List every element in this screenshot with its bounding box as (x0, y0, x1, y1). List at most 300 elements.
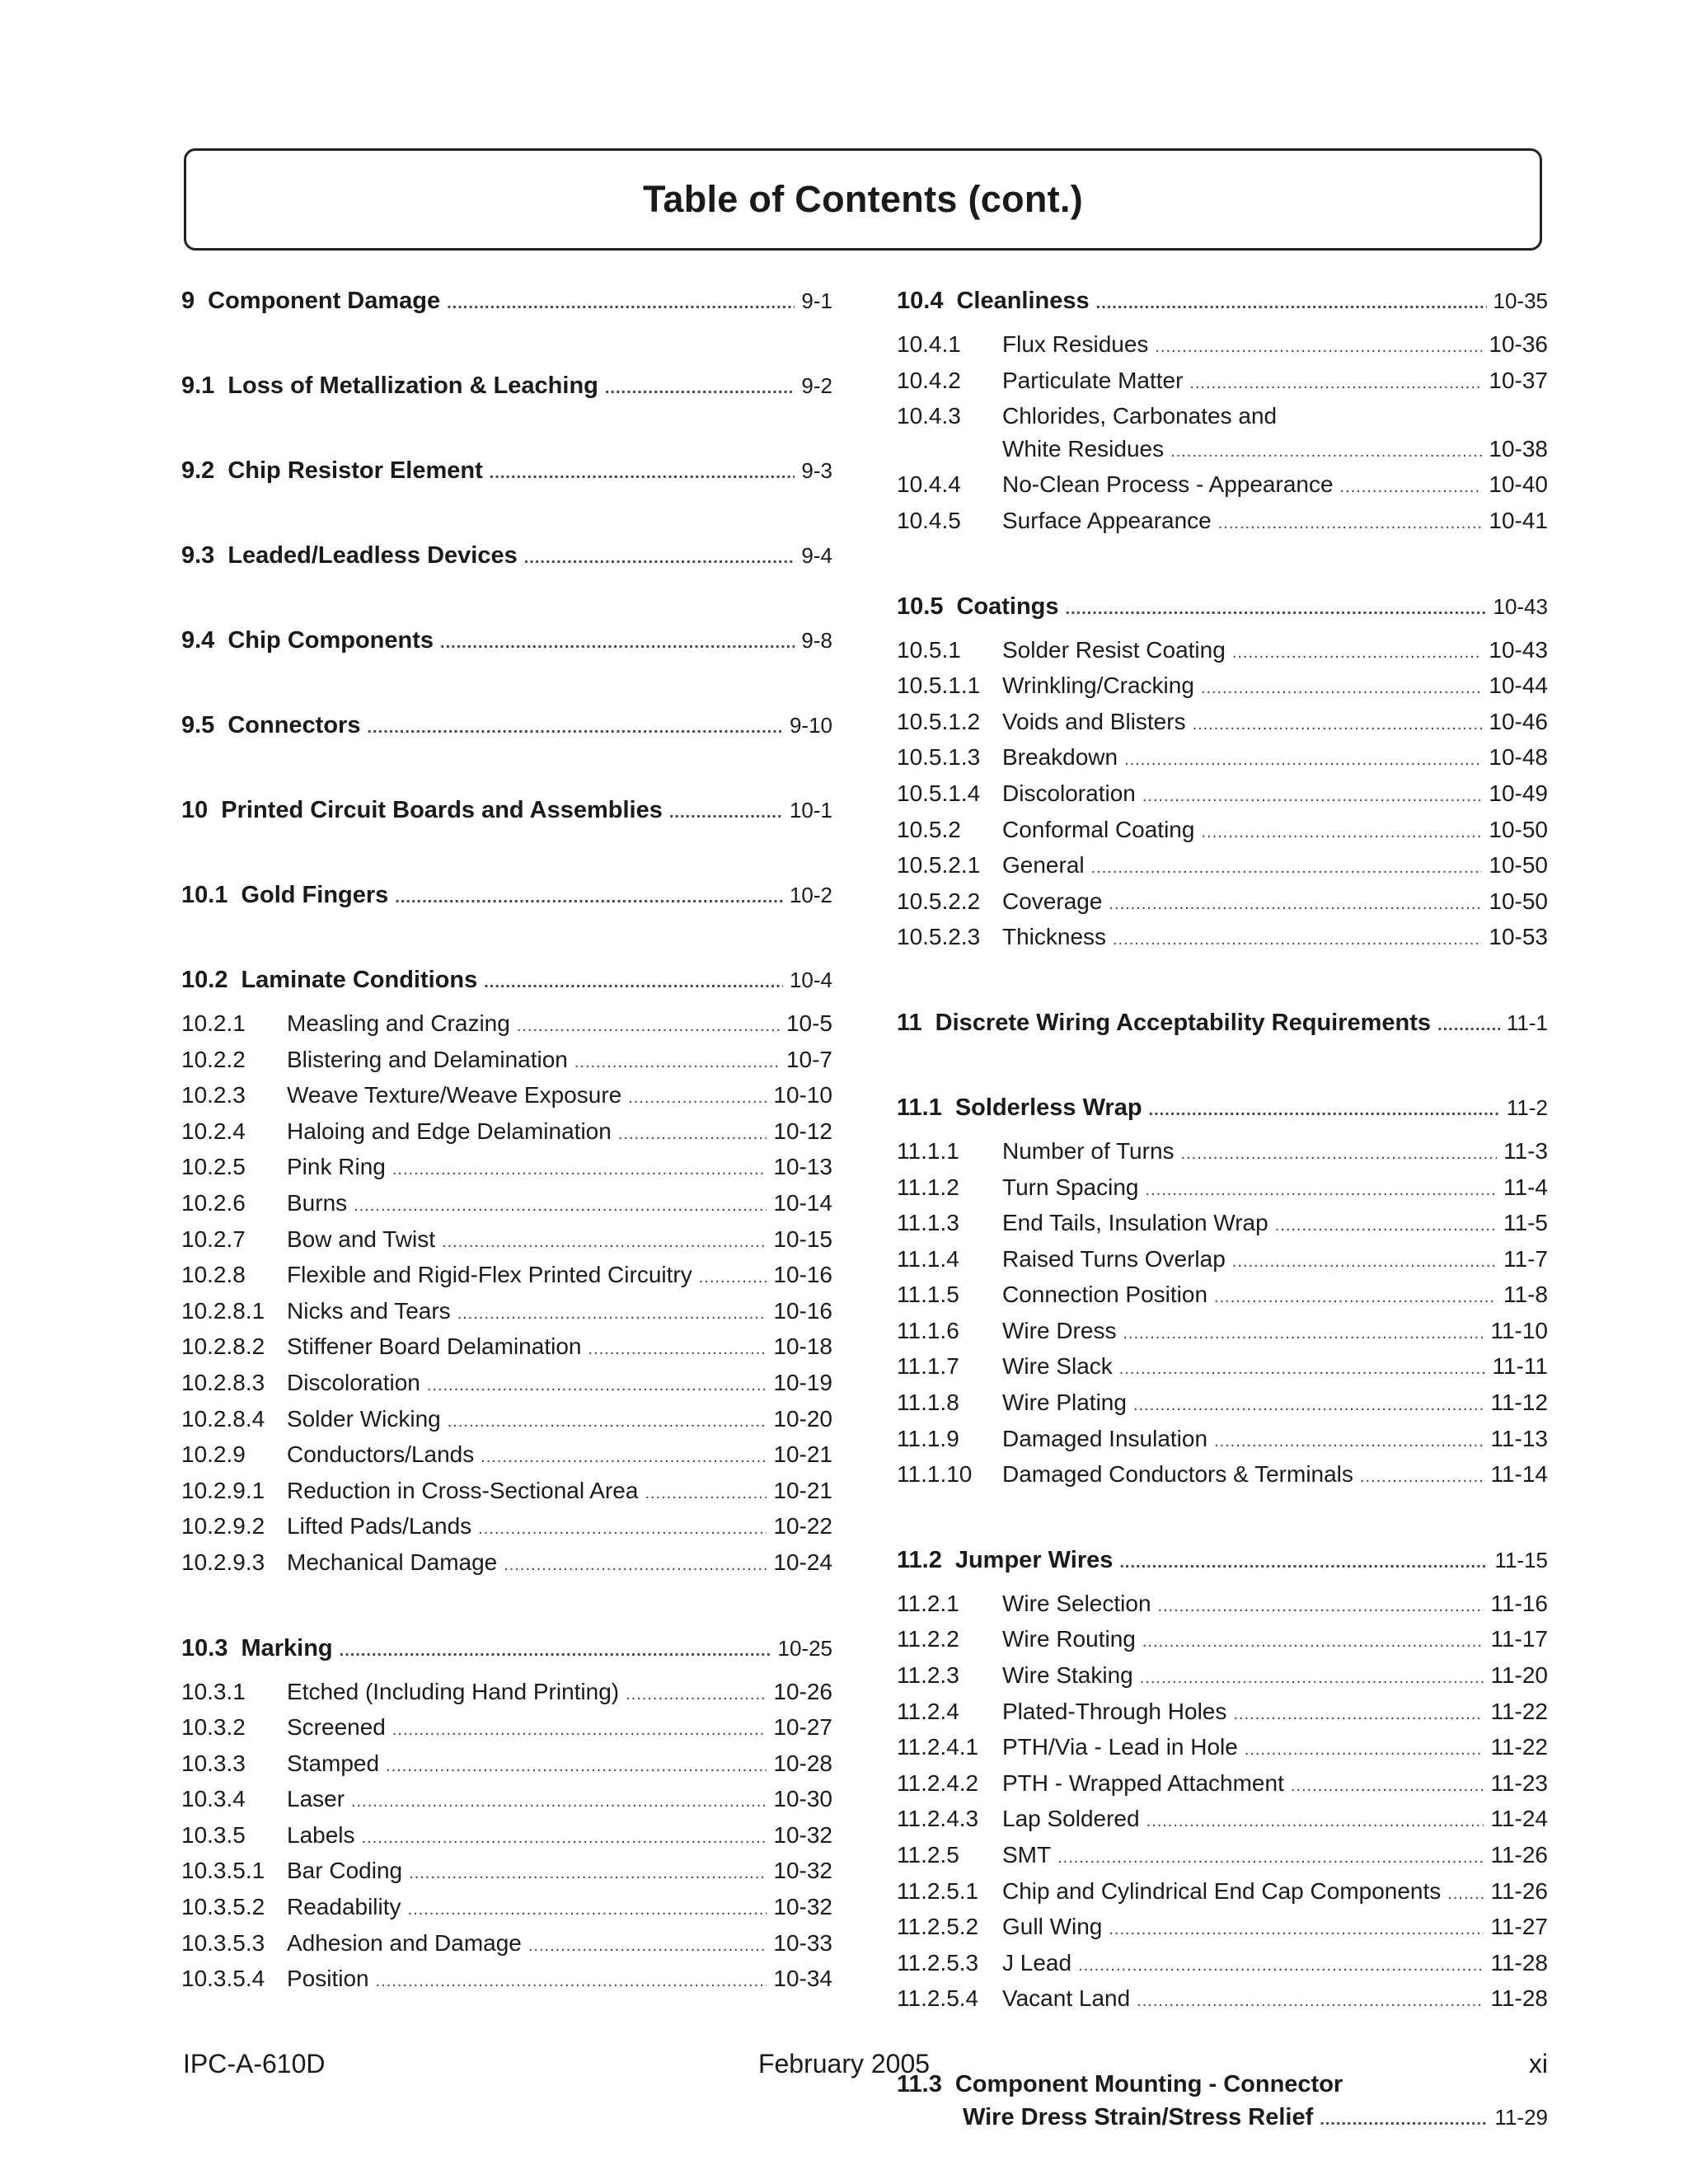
footer-date: February 2005 (757, 2049, 931, 2079)
dot-leader (1214, 1426, 1484, 1459)
dot-leader (1155, 331, 1482, 364)
subsection-number: 10.2.8 (181, 1262, 246, 1288)
toc-subsection[interactable] (181, 1474, 832, 1511)
dot-leader (440, 626, 795, 659)
page-number: 10-5 (785, 1010, 832, 1036)
toc-subsection[interactable] (181, 1043, 832, 1080)
subsection-number: 10.5.1.1 (897, 673, 981, 699)
toc-subsection[interactable] (897, 705, 1548, 742)
subsection-number: 11.1.4 (897, 1245, 959, 1272)
page-number: 10-37 (1489, 367, 1548, 393)
dot-leader (1146, 1174, 1498, 1207)
subsection-number: 10.5.1 (897, 636, 961, 663)
toc-subsection[interactable] (181, 1438, 832, 1474)
subsection-number: 10.4.5 (897, 507, 961, 533)
dot-leader (1447, 1878, 1484, 1911)
section-title: Leaded/Leadless Devices (227, 542, 518, 569)
subsection-title: Particulate Matter (1002, 367, 1184, 393)
toc-section[interactable] (897, 1091, 1548, 1127)
toc-subsection[interactable] (897, 1458, 1548, 1494)
subsection-number: 11.2.5.4 (897, 1985, 979, 2012)
dot-leader (1189, 368, 1482, 401)
section-title: Loss of Metallization & Leaching (227, 373, 598, 399)
subsection-number: 10.2.9.2 (181, 1513, 265, 1540)
toc-section[interactable] (897, 590, 1548, 626)
toc-section-line (897, 2101, 1548, 2136)
dot-leader (1291, 1770, 1484, 1803)
page-number: 11-22 (1490, 1698, 1548, 1724)
subsection-number: 10.2.8.1 (181, 1297, 265, 1324)
toc-subsection[interactable] (897, 1947, 1548, 1983)
subsection-title: Surface Appearance (1002, 507, 1212, 533)
dot-leader (1214, 1282, 1497, 1315)
subsection-title: Position (287, 1966, 369, 1992)
toc-subsection[interactable] (897, 1910, 1548, 1947)
subsection-number: 11.1.7 (897, 1353, 959, 1380)
dot-leader (392, 1714, 767, 1747)
toc-subsection[interactable] (897, 1659, 1548, 1695)
dot-leader (367, 711, 782, 744)
section-title: Connectors (227, 712, 361, 738)
toc-subsection[interactable] (897, 1802, 1548, 1839)
subsection-number: 10.3.3 (181, 1750, 246, 1776)
dot-leader (448, 1406, 767, 1439)
dot-leader (699, 1262, 767, 1295)
section-number: 10 (181, 797, 209, 823)
dot-leader (1078, 1950, 1484, 1983)
toc-subsection[interactable] (181, 1783, 832, 1819)
toc-subsection[interactable] (897, 634, 1548, 670)
page-number: 10-16 (773, 1297, 832, 1324)
subsection-title: Turn Spacing (1002, 1174, 1139, 1200)
page-number: 10-24 (773, 1549, 832, 1575)
toc-subsection[interactable] (181, 1366, 832, 1403)
dot-leader (354, 1190, 767, 1223)
page-number: 11-1 (1506, 1010, 1548, 1035)
page-title: Table of Contents (cont.) (642, 178, 1084, 220)
dot-leader (376, 1966, 767, 1999)
toc-subsection[interactable] (897, 741, 1548, 777)
dot-leader (1233, 1699, 1484, 1732)
page-number: 10-7 (785, 1046, 832, 1072)
title-box (184, 148, 1542, 251)
page-number: 10-21 (773, 1477, 832, 1503)
subsection-title: Flexible and Rigid-Flex Printed Circuitry (287, 1262, 692, 1288)
dot-leader (447, 287, 795, 320)
toc-subsection[interactable] (897, 328, 1548, 364)
page-number: 9-4 (801, 543, 832, 568)
subsection-title: Plated-Through Holes (1002, 1698, 1227, 1724)
dot-leader (574, 1047, 780, 1080)
dot-leader (392, 1154, 767, 1187)
page-number: 9-3 (801, 458, 832, 483)
subsection-title: Bar Coding (287, 1858, 403, 1884)
page-number: 10-26 (773, 1678, 832, 1704)
page-number: 11-11 (1492, 1353, 1548, 1380)
toc-subsection[interactable] (897, 468, 1548, 504)
subsection-title: No-Clean Process - Appearance (1002, 471, 1334, 498)
dot-leader (1181, 1138, 1498, 1171)
section-number: 10.3 (181, 1634, 228, 1661)
toc-subsection[interactable] (181, 1007, 832, 1043)
dot-leader (1109, 888, 1482, 921)
subsection-number: 11.2.5.1 (897, 1877, 979, 1904)
toc-subsection[interactable] (897, 1350, 1548, 1386)
subsection-title: Bow and Twist (287, 1226, 436, 1252)
dot-leader (1109, 1914, 1484, 1947)
subsection-title: Coverage (1002, 888, 1103, 914)
toc-subsection[interactable] (181, 1675, 832, 1712)
section-title: Discrete Wiring Acceptability Requirements (935, 1009, 1432, 1036)
section-title: Chip Resistor Element (227, 457, 483, 484)
subsection-number: 10.2.9.1 (181, 1477, 265, 1503)
dot-leader (1340, 471, 1483, 504)
section-title: Component Mounting - Connector (954, 2070, 1343, 2097)
dot-leader (1119, 1353, 1486, 1386)
page-number: 10-30 (773, 1786, 832, 1812)
dot-leader (1232, 637, 1483, 670)
toc-section[interactable] (897, 284, 1548, 320)
subsection-number: 10.2.1 (181, 1010, 246, 1036)
page-number: 10-35 (1493, 288, 1548, 313)
subsection-number: 10.2.2 (181, 1046, 246, 1072)
toc-subsection[interactable] (897, 885, 1548, 921)
toc-subsection[interactable] (897, 400, 1548, 433)
page-number: 11-28 (1490, 1985, 1548, 2012)
subsection-title: Chlorides, Carbonates and (1002, 403, 1278, 429)
section-title: Solderless Wrap (954, 1094, 1142, 1121)
subsection-title: Voids and Blisters (1002, 708, 1186, 734)
toc-section[interactable] (181, 454, 832, 490)
toc-subsection[interactable] (181, 1403, 832, 1439)
subsection-number: 11.1.9 (897, 1425, 959, 1451)
page-number: 11-17 (1490, 1626, 1548, 1652)
toc-subsection-list (181, 1675, 832, 1999)
page-number: 11-12 (1490, 1390, 1548, 1416)
subsection-title: J Lead (1002, 1949, 1072, 1975)
subsection-title: Burns (287, 1189, 348, 1216)
page-number: 10-46 (1489, 708, 1548, 734)
toc-subsection[interactable] (181, 1295, 832, 1331)
toc-subsection[interactable] (897, 849, 1548, 885)
subsection-title: Weave Texture/Weave Exposure (287, 1082, 622, 1108)
page-number: 10-28 (773, 1750, 832, 1776)
page-number: 10-44 (1489, 673, 1548, 699)
toc-subsection[interactable] (181, 1891, 832, 1927)
dot-leader (517, 1010, 780, 1043)
toc-subsection[interactable] (181, 1079, 832, 1115)
page-number: 10-22 (773, 1513, 832, 1540)
toc-subsection[interactable] (897, 1315, 1548, 1351)
page-number: 11-28 (1490, 1949, 1548, 1975)
page-number: 10-36 (1489, 331, 1548, 357)
toc-section[interactable] (181, 794, 832, 829)
subsection-title: Readability (287, 1894, 401, 1920)
page-number: 10-50 (1489, 816, 1548, 842)
toc-section[interactable] (181, 624, 832, 659)
subsection-number: 10.2.4 (181, 1118, 246, 1144)
dot-leader (1201, 673, 1482, 705)
toc-subsection[interactable] (181, 1258, 832, 1295)
toc-subsection[interactable] (897, 1839, 1548, 1875)
subsection-number: 10.2.8.2 (181, 1333, 265, 1360)
subsection-number: 11.2.4.2 (897, 1769, 979, 1796)
subsection-title: Solder Resist Coating (1002, 636, 1226, 663)
subsection-title: Nicks and Tears (287, 1297, 451, 1324)
page-number: 10-15 (773, 1226, 832, 1252)
toc-section[interactable] (181, 709, 832, 744)
toc-subsection[interactable] (897, 1243, 1548, 1279)
subsection-number: 10.5.1.2 (897, 708, 981, 734)
toc-section[interactable] (897, 1006, 1548, 1042)
subsection-title: Flux Residues (1002, 331, 1149, 357)
page-number: 10-19 (773, 1369, 832, 1395)
page-number: 11-8 (1503, 1282, 1548, 1308)
section-number: 9.3 (181, 542, 215, 569)
toc-subsection[interactable] (181, 1115, 832, 1151)
dot-leader (1137, 1985, 1484, 2018)
subsection-number: 10.2.6 (181, 1189, 246, 1216)
toc-subsection[interactable] (181, 1854, 832, 1891)
toc-section[interactable] (181, 369, 832, 405)
toc-subsection[interactable] (897, 777, 1548, 813)
toc-subsection[interactable] (897, 1982, 1548, 2018)
toc-subsection[interactable] (181, 1747, 832, 1783)
toc-subsection[interactable] (897, 1875, 1548, 1911)
page-number: 10-32 (773, 1858, 832, 1884)
toc-subsection[interactable] (897, 1278, 1548, 1315)
subsection-number: 10.5.1.3 (897, 744, 981, 771)
dot-leader (340, 1634, 771, 1667)
section-title: Chip Components (227, 627, 434, 654)
toc-subsection[interactable] (897, 1731, 1548, 1767)
subsection-title: Mechanical Damage (287, 1549, 498, 1575)
dot-leader (504, 1549, 767, 1582)
toc-subsection-list (897, 1587, 1548, 2018)
section-title: Jumper Wires (954, 1546, 1114, 1573)
dot-leader (1232, 1246, 1497, 1279)
toc-section[interactable] (181, 284, 832, 320)
section-title: Gold Fingers (241, 882, 389, 908)
toc-subsection[interactable] (897, 1422, 1548, 1459)
subsection-number: 10.2.9.3 (181, 1549, 265, 1575)
footer-page-number: xi (1528, 2049, 1548, 2079)
subsection-title: Discoloration (287, 1369, 420, 1395)
subsection-number: 10.3.4 (181, 1786, 246, 1812)
subsection-title: Gull Wing (1002, 1914, 1103, 1940)
page-number: 10-41 (1489, 507, 1548, 533)
page-number: 9-2 (801, 373, 832, 398)
page-number: 11-3 (1503, 1137, 1548, 1164)
section-number: 10.1 (181, 882, 228, 908)
toc-section[interactable] (897, 1544, 1548, 1579)
subsection-number: 11.2.3 (897, 1662, 959, 1689)
subsection-number: 11.1.3 (897, 1210, 959, 1236)
subsection-title: Raised Turns Overlap (1002, 1245, 1226, 1272)
dot-leader (1140, 1662, 1484, 1695)
page-number: 11-26 (1490, 1842, 1548, 1868)
toc-subsection[interactable] (897, 1587, 1548, 1624)
page-number: 10-4 (789, 968, 832, 992)
page-number: 11-14 (1490, 1461, 1548, 1488)
subsection-number: 11.1.8 (897, 1390, 959, 1416)
subsection-title: Screened (287, 1714, 386, 1741)
dot-leader (427, 1370, 767, 1403)
dot-leader (1437, 1009, 1500, 1042)
subsection-number: 10.2.9 (181, 1441, 246, 1468)
dot-leader (645, 1478, 767, 1511)
section-number: 11 (897, 1009, 922, 1036)
page-number: 11-10 (1490, 1317, 1548, 1343)
toc-subsection[interactable] (897, 1135, 1548, 1171)
toc-subsection[interactable] (181, 1187, 832, 1223)
page-number: 11-5 (1503, 1210, 1548, 1236)
page-number: 11-16 (1490, 1590, 1548, 1616)
dot-leader (628, 1082, 767, 1115)
page-number: 10-13 (773, 1154, 832, 1180)
page-number: 11-24 (1490, 1806, 1548, 1832)
page-number: 10-40 (1489, 471, 1548, 498)
subsection-number: 11.2.1 (897, 1590, 959, 1616)
subsection-number: 10.5.1.4 (897, 780, 981, 806)
subsection-number: 10.2.7 (181, 1226, 246, 1252)
toc-section[interactable] (181, 539, 832, 574)
toc-subsection[interactable] (897, 669, 1548, 705)
section-number: 11.1 (897, 1094, 942, 1121)
toc-subsection[interactable] (181, 1962, 832, 1999)
dot-leader (351, 1786, 767, 1819)
toc-subsection-list (181, 1007, 832, 1582)
page-number: 11-22 (1490, 1734, 1548, 1760)
section-title: Printed Circuit Boards and Assemblies (221, 797, 663, 823)
subsection-title: Adhesion and Damage (287, 1929, 522, 1956)
subsection-number: 10.5.2.1 (897, 852, 981, 879)
dot-leader (1124, 744, 1482, 777)
subsection-number: 11.1.1 (897, 1137, 959, 1164)
dot-leader (490, 457, 795, 490)
page-number: 10-14 (773, 1189, 832, 1216)
subsection-title: Reduction in Cross-Sectional Area (287, 1477, 639, 1503)
toc-subsection[interactable] (897, 1207, 1548, 1243)
toc-subsection[interactable] (181, 1927, 832, 1963)
page-number: 10-50 (1489, 852, 1548, 879)
subsection-number: 10.3.5.2 (181, 1894, 265, 1920)
toc-section[interactable] (181, 879, 832, 914)
dot-leader (1123, 1318, 1484, 1351)
page-number: 10-32 (773, 1894, 832, 1920)
toc-subsection[interactable] (181, 1711, 832, 1747)
toc-subsection[interactable] (181, 1510, 832, 1546)
page-number: 11-20 (1490, 1662, 1548, 1689)
section-title-cont: Wire Dress Strain/Stress Relief (963, 2103, 1314, 2130)
page-number: 10-38 (1489, 435, 1548, 462)
toc-subsection[interactable] (897, 433, 1548, 469)
subsection-number: 11.1.5 (897, 1282, 959, 1308)
subsection-title: Thickness (1002, 924, 1107, 950)
page-number: 10-20 (773, 1405, 832, 1432)
dot-leader (408, 1894, 767, 1927)
toc-subsection[interactable] (897, 504, 1548, 541)
section-title: Marking (241, 1634, 333, 1661)
toc-subsection[interactable] (181, 1819, 832, 1855)
subsection-title: Damaged Insulation (1002, 1425, 1208, 1451)
dot-leader (1142, 1626, 1484, 1659)
toc-subsection[interactable] (181, 1223, 832, 1259)
dot-leader (1170, 436, 1482, 469)
subsection-number: 10.3.5.4 (181, 1966, 265, 1992)
subsection-number: 10.2.3 (181, 1082, 246, 1108)
dot-leader (1245, 1734, 1484, 1767)
footer-doc-id: IPC-A-610D (183, 2049, 326, 2079)
page-number: 11-23 (1490, 1769, 1548, 1796)
subsection-title: Laser (287, 1786, 345, 1812)
toc-subsection[interactable] (181, 1546, 832, 1582)
subsection-title: Connection Position (1002, 1282, 1208, 1308)
subsection-title: Wire Dress (1002, 1317, 1117, 1343)
subsection-title: Pink Ring (287, 1154, 386, 1180)
dot-leader (1113, 924, 1482, 957)
subsection-number: 11.1.6 (897, 1317, 959, 1343)
page-number: 10-12 (773, 1118, 832, 1144)
section-title: Coatings (956, 593, 1059, 620)
subsection-title: PTH - Wrapped Attachment (1002, 1769, 1284, 1796)
toc-column-left (181, 284, 832, 1999)
subsection-title: General (1002, 852, 1085, 879)
toc-subsection-list (897, 634, 1548, 957)
subsection-title: Haloing and Edge Delamination (287, 1118, 612, 1144)
dot-leader (386, 1750, 767, 1783)
toc-section[interactable] (181, 963, 832, 999)
subsection-number: 10.3.1 (181, 1678, 246, 1704)
section-title: Laminate Conditions (241, 967, 478, 993)
subsection-title: Wire Selection (1002, 1590, 1151, 1616)
page-number: 10-21 (773, 1441, 832, 1468)
toc-subsection[interactable] (897, 921, 1548, 957)
toc-section[interactable] (181, 1632, 832, 1667)
toc-subsection[interactable] (181, 1151, 832, 1187)
toc-subsection[interactable] (897, 364, 1548, 401)
subsection-title: Blistering and Delamination (287, 1046, 568, 1072)
dot-leader (1218, 508, 1483, 541)
toc-subsection[interactable] (897, 1623, 1548, 1659)
dot-leader (1158, 1591, 1484, 1624)
subsection-number: 10.3.2 (181, 1714, 246, 1741)
toc-subsection[interactable] (897, 1171, 1548, 1207)
page-number: 11-2 (1506, 1094, 1548, 1120)
subsection-title: Number of Turns (1002, 1137, 1175, 1164)
section-number: 11.3 (897, 2070, 942, 2097)
dot-leader (1119, 1546, 1488, 1579)
subsection-title: Vacant Land (1002, 1985, 1131, 2012)
toc-subsection[interactable] (897, 1386, 1548, 1422)
toc-subsection-list (897, 328, 1548, 541)
subsection-title: PTH/Via - Lead in Hole (1002, 1734, 1238, 1760)
page-number: 9-1 (801, 288, 832, 313)
toc-subsection[interactable] (897, 1767, 1548, 1803)
subsection-title: Discoloration (1002, 780, 1136, 806)
toc-subsection[interactable] (897, 813, 1548, 850)
subsection-number: 10.4.4 (897, 471, 961, 498)
subsection-number: 11.2.4 (897, 1698, 959, 1724)
toc-subsection[interactable] (897, 1695, 1548, 1732)
dot-leader (1275, 1210, 1497, 1243)
page-number: 11-13 (1490, 1425, 1548, 1451)
section-number: 9.2 (181, 457, 215, 484)
dot-leader (457, 1298, 767, 1331)
page-number: 9-10 (789, 713, 832, 738)
subsection-number: 10.2.8.4 (181, 1405, 265, 1432)
toc-subsection[interactable] (181, 1330, 832, 1366)
